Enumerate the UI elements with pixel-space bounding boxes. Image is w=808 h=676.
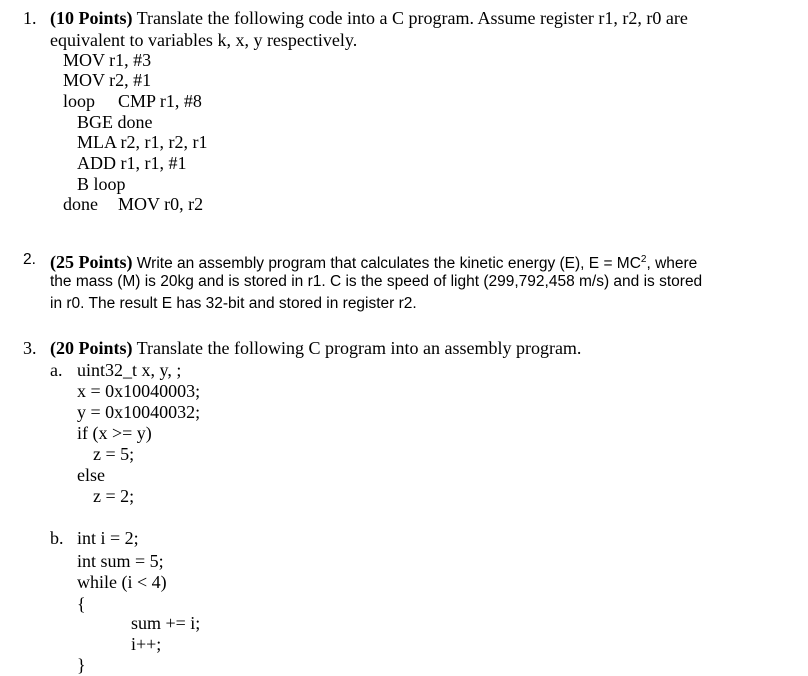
q3a-code-line: x = 0x10040003; <box>77 381 201 401</box>
q1-text-line1: Translate the following code into a C program. Assume register r1, r2, r0 are <box>132 8 688 28</box>
q1-code-line: MOV r0, r2 <box>118 194 204 214</box>
q3a-label: a. <box>50 360 63 380</box>
q1-text-line2: equivalent to variables k, x, y respectively. <box>50 30 358 50</box>
q3-points: (20 Points) <box>50 338 133 358</box>
q3a-code-line: else <box>77 465 105 485</box>
q3a-code-line: if (x >= y) <box>77 423 152 443</box>
q1-code-line: MOV r2, #1 <box>63 70 152 90</box>
q2-text-line3: in r0. The result E has 32-bit and stored in register r2. <box>50 295 417 312</box>
q2-text-line1b: , where <box>646 255 698 273</box>
q2-points: (25 Points) <box>50 252 133 273</box>
q1-code-line: MLA r2, r1, r2, r1 <box>77 132 208 152</box>
q1-code-label: done <box>63 194 98 214</box>
q3b-code-line: i++; <box>131 634 162 654</box>
q1-code-line: ADD r1, r1, #1 <box>77 153 187 173</box>
q3b-code-line: while (i < 4) <box>77 572 167 592</box>
q3b-code-line: } <box>77 655 86 675</box>
q2-text-line2: the mass (M) is 20kg and is stored in r1. C is the speed of light (299,792,458 m/s) and is stored <box>50 273 703 290</box>
q3a-code-line: z = 5; <box>93 444 135 464</box>
q3-text-line1: Translate the following C program into an assembly program. <box>132 338 582 358</box>
q3b-code-line: int i = 2; <box>77 528 139 548</box>
q3b-code-line: int sum = 5; <box>77 551 164 571</box>
q1-first-line <box>50 8 688 28</box>
q3b-code-line: sum += i; <box>131 613 201 633</box>
q3a-code-line: uint32_t x, y, ; <box>77 360 182 380</box>
q1-code-line: MOV r1, #3 <box>63 50 152 70</box>
q1-code-line: CMP r1, #8 <box>118 91 202 111</box>
q1-code-line: BGE done <box>77 112 153 132</box>
q3a-code-line: z = 2; <box>93 486 135 506</box>
q1-code-line: B loop <box>77 174 126 194</box>
q3a-code-line: y = 0x10040032; <box>77 402 201 422</box>
q2-number: 2. <box>23 251 36 268</box>
q3-first-line <box>50 338 581 358</box>
q1-number: 1. <box>23 8 37 28</box>
q1-points: (10 Points) <box>50 8 133 28</box>
q3b-label: b. <box>50 528 64 548</box>
q2-superscript: 2 <box>640 254 647 265</box>
q3-number: 3. <box>23 338 37 358</box>
q3b-code-line: { <box>77 594 86 614</box>
q1-code-label: loop <box>63 91 96 111</box>
q2-text-line1a: Write an assembly program that calculates the kinetic energy (E), E = MC <box>132 255 641 273</box>
